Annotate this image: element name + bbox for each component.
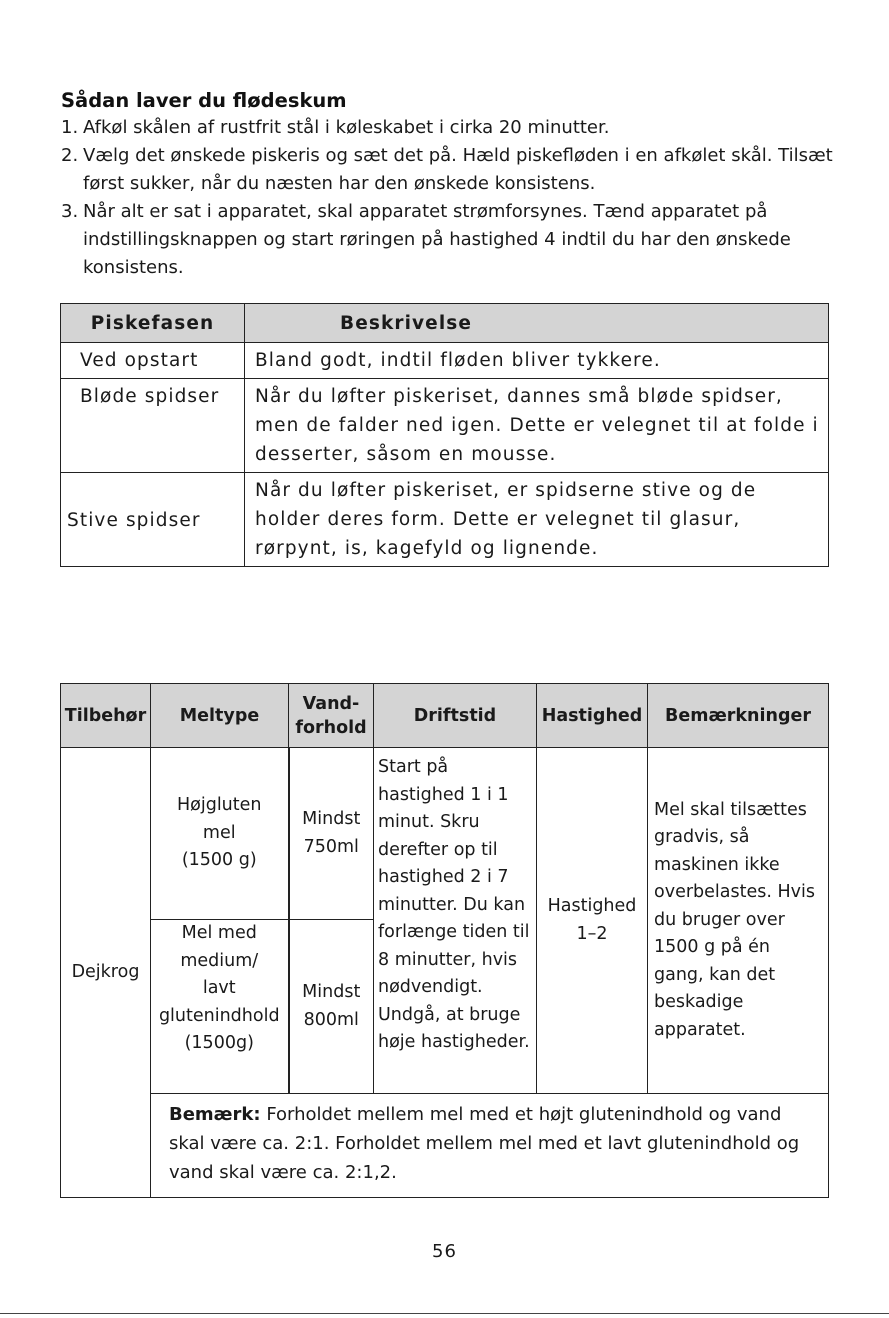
column-header-description: Beskrivelse	[245, 304, 829, 343]
phase-cell: Ved opstart	[61, 343, 245, 379]
step-item	[61, 142, 861, 198]
section-heading: Sådan laver du flødeskum	[61, 89, 347, 112]
phase-cell: Bløde spidser	[61, 379, 245, 473]
flour-type-cell	[151, 920, 289, 1094]
water-ratio-line: 750ml	[303, 836, 359, 857]
column-header-remarks: Bemærkninger	[648, 684, 829, 748]
column-header-phase: Piskefasen	[61, 304, 245, 343]
step-item	[61, 198, 861, 282]
water-ratio-cell	[289, 920, 374, 1094]
column-header-speed: Hastighed	[537, 684, 648, 748]
table-header-row	[61, 684, 829, 748]
table-row	[61, 473, 829, 567]
speed-line: 1–2	[576, 923, 608, 944]
note-text: Forholdet mellem mel med et højt glutenindhold og vand skal være ca. 2:1. Forholdet mellem mel med et lavt glutenindhold og vand skal være ca. 2:1,2.	[169, 1104, 800, 1183]
table-header-row	[61, 304, 829, 343]
step-number: 2.	[61, 145, 79, 166]
flour-type-line: (1500 g)	[181, 850, 257, 871]
step-number: 3.	[61, 201, 79, 222]
flour-type-cell	[151, 748, 289, 920]
column-header-flour-type: Meltype	[151, 684, 289, 748]
note-cell	[151, 1094, 829, 1198]
step-text: Afkøl skålen af rustfrit stål i køleskabet i cirka 20 minutter.	[83, 117, 610, 138]
description-cell: Når du løfter piskeriset, er spidserne stive og de holder deres form. Dette er velegnet til glasur, rørpynt, is, kagefyld og lignende.	[245, 473, 829, 567]
page-number: 56	[432, 1241, 457, 1262]
flour-type-line: lavt	[202, 978, 236, 998]
flour-type-line: (1500g)	[184, 1033, 254, 1053]
runtime-cell: Start på hastighed 1 i 1 minut. Skru derefter op til hastighed 2 i 7 minutter. Du kan forlænge tiden til 8 minutter, hvis nødvendigt. Undgå, at bruge høje hastigheder.	[374, 748, 537, 1094]
table-row	[61, 379, 829, 473]
step-number: 1.	[61, 117, 79, 138]
description-cell: Når du løfter piskeriset, dannes små bløde spidser, men de falder ned igen. Dette er velegnet til at folde i desserter, såsom en mousse.	[245, 379, 829, 473]
flour-type-line: glutenindhold	[158, 1005, 280, 1026]
water-ratio-header-line: Vand-	[302, 693, 360, 714]
table-row	[61, 1094, 829, 1198]
accessory-cell: Dejkrog	[61, 748, 151, 1198]
table-row	[61, 748, 829, 920]
column-header-runtime: Driftstid	[374, 684, 537, 748]
step-item	[61, 114, 861, 142]
note-label: Bemærk:	[169, 1104, 261, 1125]
flour-type-line: Mel med	[181, 923, 257, 943]
water-ratio-cell	[289, 748, 374, 920]
water-ratio-line: 800ml	[303, 1009, 359, 1030]
speed-line: Hastighed	[547, 896, 637, 916]
column-header-accessory: Tilbehør	[61, 684, 151, 748]
speed-cell	[537, 748, 648, 1094]
bottom-divider	[0, 1313, 889, 1314]
whipping-phase-table	[60, 303, 829, 567]
column-header-water-ratio	[289, 684, 374, 748]
water-ratio-line: Mindst	[302, 982, 361, 1002]
flour-type-line: Højgluten	[176, 795, 262, 816]
water-ratio-header-line: forhold	[295, 717, 367, 738]
table-row	[61, 343, 829, 379]
description-cell: Bland godt, indtil fløden bliver tykkere.	[245, 343, 829, 379]
flour-type-line: medium/	[180, 950, 259, 971]
water-ratio-line: Mindst	[302, 809, 361, 829]
remarks-cell: Mel skal tilsættes gradvis, så maskinen ikke overbelastes. Hvis du bruger over 1500 g på én gang, kan det beskadige apparatet.	[648, 748, 829, 1094]
instruction-steps	[61, 114, 861, 282]
step-text: Når alt er sat i apparatet, skal apparatet strømforsynes. Tænd apparatet på indstillingsknappen og start røringen på hastighed 4 indtil du har den ønskede konsistens.	[83, 201, 791, 278]
step-text: Vælg det ønskede piskeris og sæt det på. Hæld piskefløden i en afkølet skål. Tilsæt først sukker, når du næsten har den ønskede konsistens.	[83, 145, 833, 194]
phase-cell: Stive spidser	[61, 473, 245, 567]
dough-kneading-table	[60, 683, 829, 1198]
flour-type-line: mel	[202, 822, 236, 843]
